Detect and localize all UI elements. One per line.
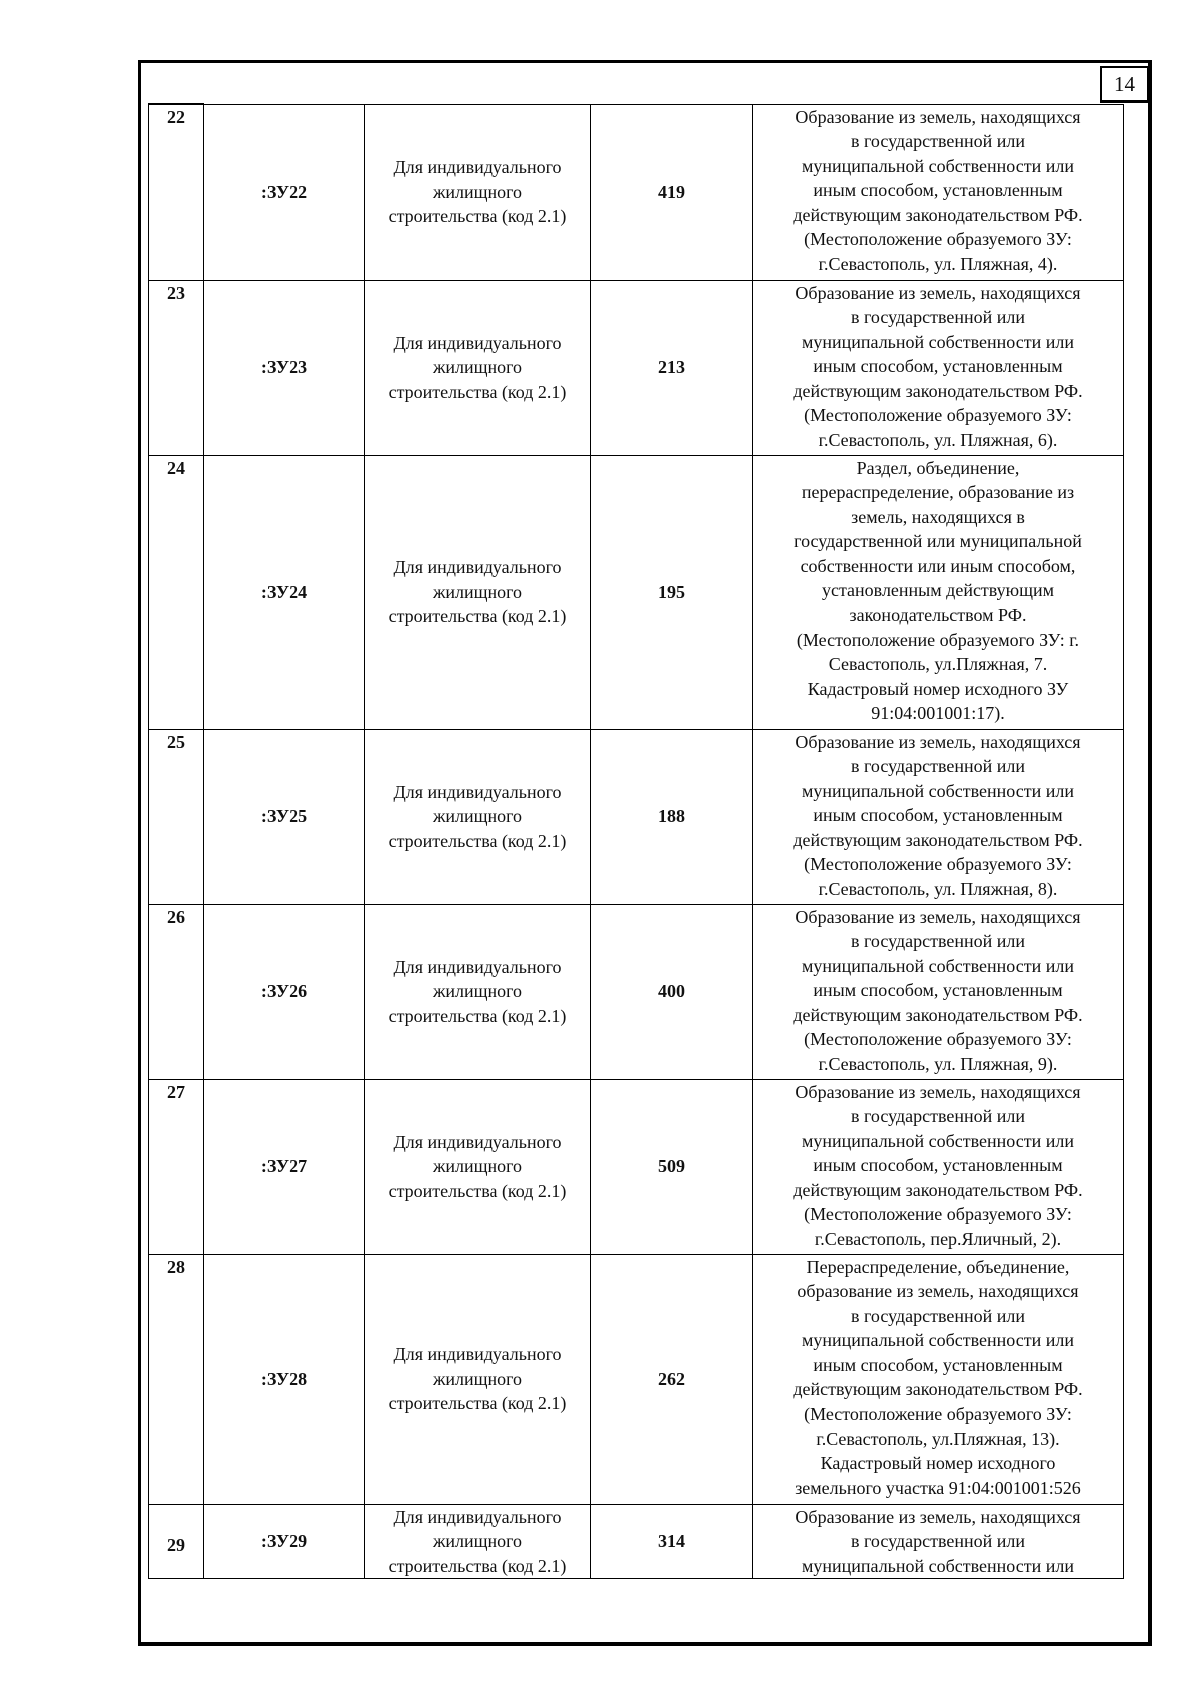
formation-method-line: Образование из земель, находящихся bbox=[795, 106, 1081, 127]
formation-method-line: действующим законодательством РФ. bbox=[793, 204, 1083, 225]
row-number: 27 bbox=[149, 1079, 204, 1254]
formation-method-line: Раздел, объединение, bbox=[856, 457, 1020, 478]
formation-method-line: в государственной или bbox=[850, 931, 1026, 952]
formation-method bbox=[753, 904, 1124, 1079]
formation-method-line: (Местоположение образуемого ЗУ: г. bbox=[796, 629, 1080, 650]
formation-method-line: г.Севастополь, ул.Пляжная, 13). bbox=[816, 1428, 1060, 1449]
plot-area: 195 bbox=[591, 455, 753, 729]
formation-method-line: (Местоположение образуемого ЗУ: bbox=[804, 405, 1072, 426]
plot-area: 509 bbox=[591, 1079, 753, 1254]
formation-method-line: (Местоположение образуемого ЗУ: bbox=[804, 1029, 1072, 1050]
permitted-use-line: Для индивидуального bbox=[393, 781, 562, 802]
permitted-use-line: строительства (код 2.1) bbox=[388, 206, 567, 227]
plot-area: 419 bbox=[591, 104, 753, 280]
permitted-use-line: жилищного bbox=[432, 806, 523, 827]
formation-method bbox=[753, 455, 1124, 729]
permitted-use-line: Для индивидуального bbox=[393, 332, 562, 353]
permitted-use-line: строительства (код 2.1) bbox=[388, 1180, 567, 1201]
table-row bbox=[149, 455, 1124, 729]
permitted-use bbox=[365, 904, 591, 1079]
permitted-use-line: Для индивидуального bbox=[393, 1131, 562, 1152]
formation-method-line: г.Севастополь, пер.Яличный, 2). bbox=[814, 1229, 1062, 1250]
formation-method-line: иным способом, установленным bbox=[813, 1155, 1063, 1176]
formation-method-line: в государственной или bbox=[850, 756, 1026, 777]
formation-method-line: в государственной или bbox=[850, 1305, 1026, 1326]
permitted-use-line: строительства (код 2.1) bbox=[388, 1393, 567, 1414]
table-row bbox=[149, 904, 1124, 1079]
permitted-use bbox=[365, 104, 591, 280]
permitted-use-line: жилищного bbox=[432, 1368, 523, 1389]
formation-method-line: муниципальной собственности или bbox=[802, 1130, 1074, 1151]
permitted-use-line: жилищного bbox=[432, 357, 523, 378]
permitted-use-line: строительства (код 2.1) bbox=[388, 1005, 567, 1026]
formation-method-line: 91:04:001001:17). bbox=[871, 703, 1005, 724]
formation-method-line: перераспределение, образование из bbox=[801, 482, 1075, 503]
table-row bbox=[149, 104, 1124, 280]
permitted-use-line: жилищного bbox=[432, 1531, 523, 1552]
plot-code: :ЗУ26 bbox=[204, 904, 365, 1079]
permitted-use bbox=[365, 729, 591, 904]
plot-code: :ЗУ28 bbox=[204, 1254, 365, 1504]
row-number: 23 bbox=[149, 280, 204, 455]
plot-code: :ЗУ27 bbox=[204, 1079, 365, 1254]
land-plots-table bbox=[148, 103, 1124, 1579]
formation-method-line: земель, находящихся в bbox=[851, 506, 1025, 527]
formation-method-line: муниципальной собственности или bbox=[802, 1555, 1074, 1576]
formation-method-line: установленным действующим bbox=[821, 580, 1055, 601]
formation-method-line: (Местоположение образуемого ЗУ: bbox=[804, 1204, 1072, 1225]
plot-code: :ЗУ22 bbox=[204, 104, 365, 280]
plot-area: 400 bbox=[591, 904, 753, 1079]
formation-method bbox=[753, 729, 1124, 904]
plot-code: :ЗУ23 bbox=[204, 280, 365, 455]
permitted-use-line: Для индивидуального bbox=[393, 557, 562, 578]
plot-area: 314 bbox=[591, 1504, 753, 1579]
formation-method-line: Перераспределение, объединение, bbox=[806, 1256, 1070, 1277]
formation-method-line: Образование из земель, находящихся bbox=[795, 906, 1081, 927]
formation-method-line: законодательством РФ. bbox=[849, 605, 1027, 626]
formation-method-line: г.Севастополь, ул. Пляжная, 4). bbox=[818, 254, 1058, 275]
formation-method bbox=[753, 104, 1124, 280]
permitted-use-line: жилищного bbox=[432, 581, 523, 602]
formation-method-line: (Местоположение образуемого ЗУ: bbox=[804, 1404, 1072, 1425]
row-number: 25 bbox=[149, 729, 204, 904]
permitted-use-line: строительства (код 2.1) bbox=[388, 1555, 567, 1576]
formation-method-line: муниципальной собственности или bbox=[802, 155, 1074, 176]
formation-method-line: земельного участка 91:04:001001:526 bbox=[795, 1477, 1081, 1498]
plot-area: 262 bbox=[591, 1254, 753, 1504]
row-number: 26 bbox=[149, 904, 204, 1079]
formation-method-line: г.Севастополь, ул. Пляжная, 9). bbox=[818, 1054, 1058, 1075]
permitted-use-line: жилищного bbox=[432, 181, 523, 202]
permitted-use-line: строительства (код 2.1) bbox=[388, 830, 567, 851]
permitted-use-line: жилищного bbox=[432, 1156, 523, 1177]
formation-method-line: муниципальной собственности или bbox=[802, 955, 1074, 976]
permitted-use bbox=[365, 280, 591, 455]
plot-code: :ЗУ25 bbox=[204, 729, 365, 904]
formation-method-line: муниципальной собственности или bbox=[802, 331, 1074, 352]
formation-method-line: образование из земель, находящихся bbox=[797, 1281, 1079, 1302]
permitted-use-line: жилищного bbox=[432, 981, 523, 1002]
formation-method-line: иным способом, установленным bbox=[813, 180, 1063, 201]
formation-method-line: муниципальной собственности или bbox=[802, 780, 1074, 801]
permitted-use-line: Для индивидуального bbox=[393, 1344, 562, 1365]
plot-area: 188 bbox=[591, 729, 753, 904]
row-number: 22 bbox=[149, 104, 204, 280]
formation-method-line: (Местоположение образуемого ЗУ: bbox=[804, 229, 1072, 250]
formation-method-line: иным способом, установленным bbox=[813, 356, 1063, 377]
formation-method bbox=[753, 1504, 1124, 1579]
plot-area: 213 bbox=[591, 280, 753, 455]
page-number: 14 bbox=[1100, 66, 1150, 103]
formation-method-line: собственности или иным способом, bbox=[800, 555, 1076, 576]
formation-method-line: г.Севастополь, ул. Пляжная, 8). bbox=[818, 879, 1058, 900]
formation-method-line: муниципальной собственности или bbox=[802, 1330, 1074, 1351]
formation-method-line: действующим законодательством РФ. bbox=[793, 1379, 1083, 1400]
row-number: 24 bbox=[149, 455, 204, 729]
formation-method-line: Образование из земель, находящихся bbox=[795, 1081, 1081, 1102]
formation-method-line: Кадастровый номер исходного ЗУ bbox=[807, 678, 1069, 699]
formation-method-line: в государственной или bbox=[850, 307, 1026, 328]
formation-method-line: в государственной или bbox=[850, 131, 1026, 152]
row-number: 29 bbox=[149, 1504, 204, 1579]
table-row bbox=[149, 1504, 1124, 1579]
plot-code: :ЗУ29 bbox=[204, 1504, 365, 1579]
formation-method-line: (Местоположение образуемого ЗУ: bbox=[804, 854, 1072, 875]
permitted-use-line: Для индивидуального bbox=[393, 1506, 562, 1527]
plot-code: :ЗУ24 bbox=[204, 455, 365, 729]
permitted-use bbox=[365, 455, 591, 729]
table-row bbox=[149, 1079, 1124, 1254]
formation-method bbox=[753, 1254, 1124, 1504]
formation-method-line: Севастополь, ул.Пляжная, 7. bbox=[828, 654, 1048, 675]
permitted-use-line: Для индивидуального bbox=[393, 157, 562, 178]
formation-method-line: иным способом, установленным bbox=[813, 1354, 1063, 1375]
permitted-use-line: Для индивидуального bbox=[393, 956, 562, 977]
formation-method-line: действующим законодательством РФ. bbox=[793, 829, 1083, 850]
formation-method-line: государственной или муниципальной bbox=[794, 531, 1082, 552]
formation-method-line: действующим законодательством РФ. bbox=[793, 380, 1083, 401]
permitted-use-line: строительства (код 2.1) bbox=[388, 381, 567, 402]
permitted-use bbox=[365, 1254, 591, 1504]
formation-method-line: иным способом, установленным bbox=[813, 805, 1063, 826]
permitted-use bbox=[365, 1504, 591, 1579]
permitted-use-line: строительства (код 2.1) bbox=[388, 606, 567, 627]
formation-method-line: действующим законодательством РФ. bbox=[793, 1004, 1083, 1025]
formation-method bbox=[753, 1079, 1124, 1254]
table-row bbox=[149, 729, 1124, 904]
formation-method-line: Кадастровый номер исходного bbox=[820, 1453, 1056, 1474]
permitted-use bbox=[365, 1079, 591, 1254]
formation-method-line: иным способом, установленным bbox=[813, 980, 1063, 1001]
table-row bbox=[149, 1254, 1124, 1504]
row-number: 28 bbox=[149, 1254, 204, 1504]
formation-method-line: в государственной или bbox=[850, 1106, 1026, 1127]
formation-method-line: Образование из земель, находящихся bbox=[795, 1506, 1081, 1527]
formation-method-line: г.Севастополь, ул. Пляжная, 6). bbox=[818, 430, 1058, 451]
formation-method-line: Образование из земель, находящихся bbox=[795, 282, 1081, 303]
formation-method-line: действующим законодательством РФ. bbox=[793, 1179, 1083, 1200]
formation-method-line: Образование из земель, находящихся bbox=[795, 731, 1081, 752]
formation-method bbox=[753, 280, 1124, 455]
formation-method-line: в государственной или bbox=[850, 1531, 1026, 1552]
table-row bbox=[149, 280, 1124, 455]
